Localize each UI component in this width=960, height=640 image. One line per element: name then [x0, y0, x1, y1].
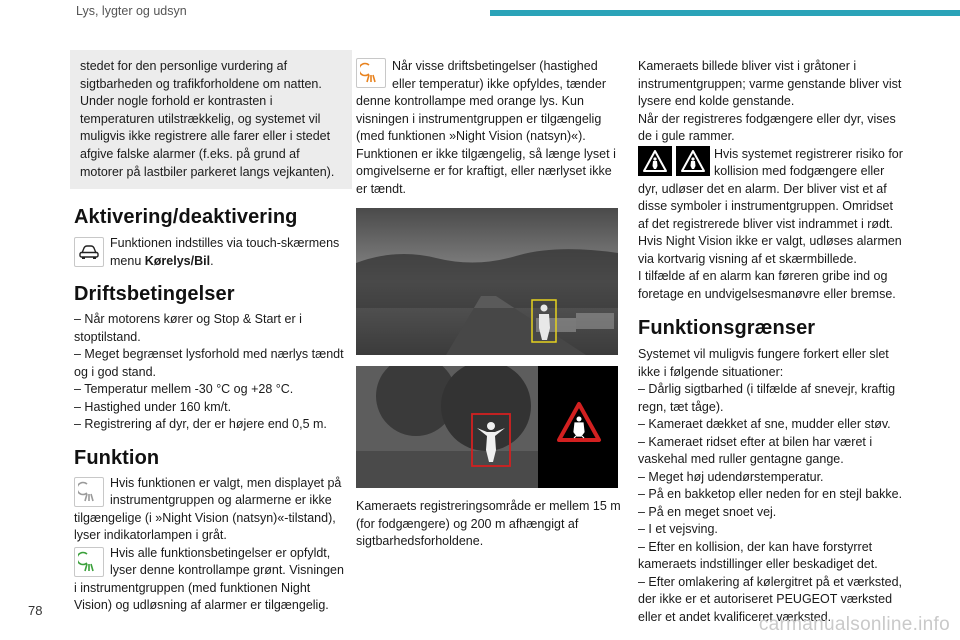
list-item: – Meget høj udendørstemperatur. — [638, 469, 824, 484]
orange-lamp-block — [356, 58, 624, 146]
night-vision-green-icon — [74, 547, 104, 577]
col2-p1: Når visse driftsbetingelser (hastighed eller temperatur) ikke opfyldes, tænder denne kontrollampe med orange lys. Kun visningen i instrumentgruppen er tilgængelig (med funktionen »Night Vision (natsyn)«). — [356, 59, 606, 143]
activation-block — [74, 235, 350, 270]
thermal-road-image — [356, 208, 618, 355]
list-item: – På en bakketop eller neden for en stejl bakke. — [638, 487, 903, 501]
pedestrian-alarm-icon — [638, 146, 672, 176]
image-caption: Kameraets registreringsområde er mellem 15 m (for fodgængere) og 200 m afhængigt af sigtbarhedsforholdene. — [356, 499, 621, 548]
activation-end: . — [210, 253, 214, 268]
col3-p3: Hvis systemet registrerer risiko for kollision med fodgængere eller dyr, udløser det en alarm. Der bliver vist et af disse symboler i instrumentgruppen. Omridset af det registrerede bliver vist indrammet i rødt. — [638, 146, 903, 231]
list-item: – Kameraet ridset efter at bilen har været i vaskehal med ruller gentagne gange. — [638, 434, 873, 466]
list-item: – Kameraet dækket af sne, mudder eller støv. — [638, 417, 891, 431]
header-title: Lys, lygter og udsyn — [76, 4, 187, 18]
list-item: – Når motorens kører og Stop & Start er i stoptilstand. — [74, 312, 302, 344]
list-item: – Dårlig sigtbarhed (i tilfælde af snevejr, kraftig regn, tæt tåge). — [638, 382, 896, 414]
note-text: stedet for den personlige vurdering af sigtbarheden og trafikforholdene om natten. Under nogle forhold er kontrasten i temperaturen utilstrækkelig, og systemet vil muligvis ikke registrere alle farer eller i stedet afgive falske alarmer (f.eks. på grund af motorer på lastbiler parkeret langs vejkanten). — [80, 59, 335, 179]
limits-list — [638, 381, 906, 626]
col3-p5: I tilfælde af en alarm kan føreren gribe ind og foretage en undvigelsesmanøvre eller bremse. — [638, 269, 896, 301]
list-item: – Registrering af dyr, der er højere end 0,5 m. — [74, 417, 327, 432]
function-heading: Funktion — [74, 446, 160, 469]
limits-intro: Systemet vil muligvis fungere forkert eller slet ikke i følgende situationer: — [638, 347, 889, 379]
animal-alarm-icon — [676, 146, 710, 176]
col3-p2: Når der registreres fodgængere eller dyr, vises de i gule rammer. — [638, 111, 896, 143]
activation-heading: Aktivering/deaktivering — [74, 206, 298, 229]
conditions-list — [74, 311, 350, 434]
conditions-heading: Driftsbetingelser — [74, 283, 235, 306]
activation-text: Funktionen indstilles via touch-skærmens menu — [110, 236, 340, 268]
col3-p1: Kameraets billede bliver vist i gråtoner i instrumentgruppen; varme genstande bliver vist lysere end kolde genstande. — [638, 59, 902, 108]
function-p1-block — [74, 475, 350, 545]
night-vision-grey-icon — [74, 477, 104, 507]
car-menu-icon — [74, 237, 104, 267]
note-box — [70, 50, 352, 189]
night-vision-orange-icon — [356, 58, 386, 88]
col2-p2: Funktionen er ikke tilgængelig, så længe lyset i omgivelserne er for kraftigt, eller nærlyset ikke er tændt. — [356, 146, 616, 196]
alarm-symbols-block — [638, 146, 906, 234]
column-1 — [74, 50, 350, 615]
thermal-alarm-image — [356, 366, 618, 488]
header-bar — [490, 10, 960, 16]
page-number: 78 — [28, 603, 43, 618]
function-p2-block — [74, 545, 350, 615]
limits-heading: Funktionsgrænser — [638, 317, 816, 339]
list-item: – Meget begrænset lysforhold med nærlys tændt og i god stand. — [74, 347, 344, 379]
column-3 — [638, 58, 906, 626]
activation-menu: Kørelys/Bil — [144, 253, 211, 268]
list-item: – Temperatur mellem -30 °C og +28 °C. — [74, 382, 294, 397]
list-item: – På en meget snoet vej. — [638, 504, 777, 519]
list-item: – Efter en kollision, der kan have forstyrret kameraets indstillinger eller beskadiget det. — [638, 539, 878, 571]
function-p1: Hvis funktionen er valgt, men displayet på instrumentgruppen og alarmerne er ikke tilgængelige (i »Night Vision (natsyn)«-tilstand), lyser indikatorlampen i gråt. — [74, 475, 342, 543]
col3-p4: Hvis Night Vision ikke er valgt, udløses alarmen via kortvarig visning af et skærmbillede. — [638, 234, 902, 266]
column-2 — [356, 58, 624, 551]
watermark: carmanualsonline.info — [758, 614, 950, 635]
list-item: – Hastighed under 160 km/t. — [74, 399, 232, 414]
function-p2: Hvis alle funktionsbetingelser er opfyldt, lyser denne kontrollampe grønt. Visningen i instrumentgruppen (med funktionen Night Vision) og udløsning af alarmer er tilgængelig. — [74, 545, 344, 613]
list-item: – I et vejsving. — [638, 522, 718, 536]
list-item: – Efter omlakering af kølergitret på et værksted, der ikke er et autoriseret PEUGEOT værksted eller et andet kvalificeret værksted. — [638, 574, 902, 624]
